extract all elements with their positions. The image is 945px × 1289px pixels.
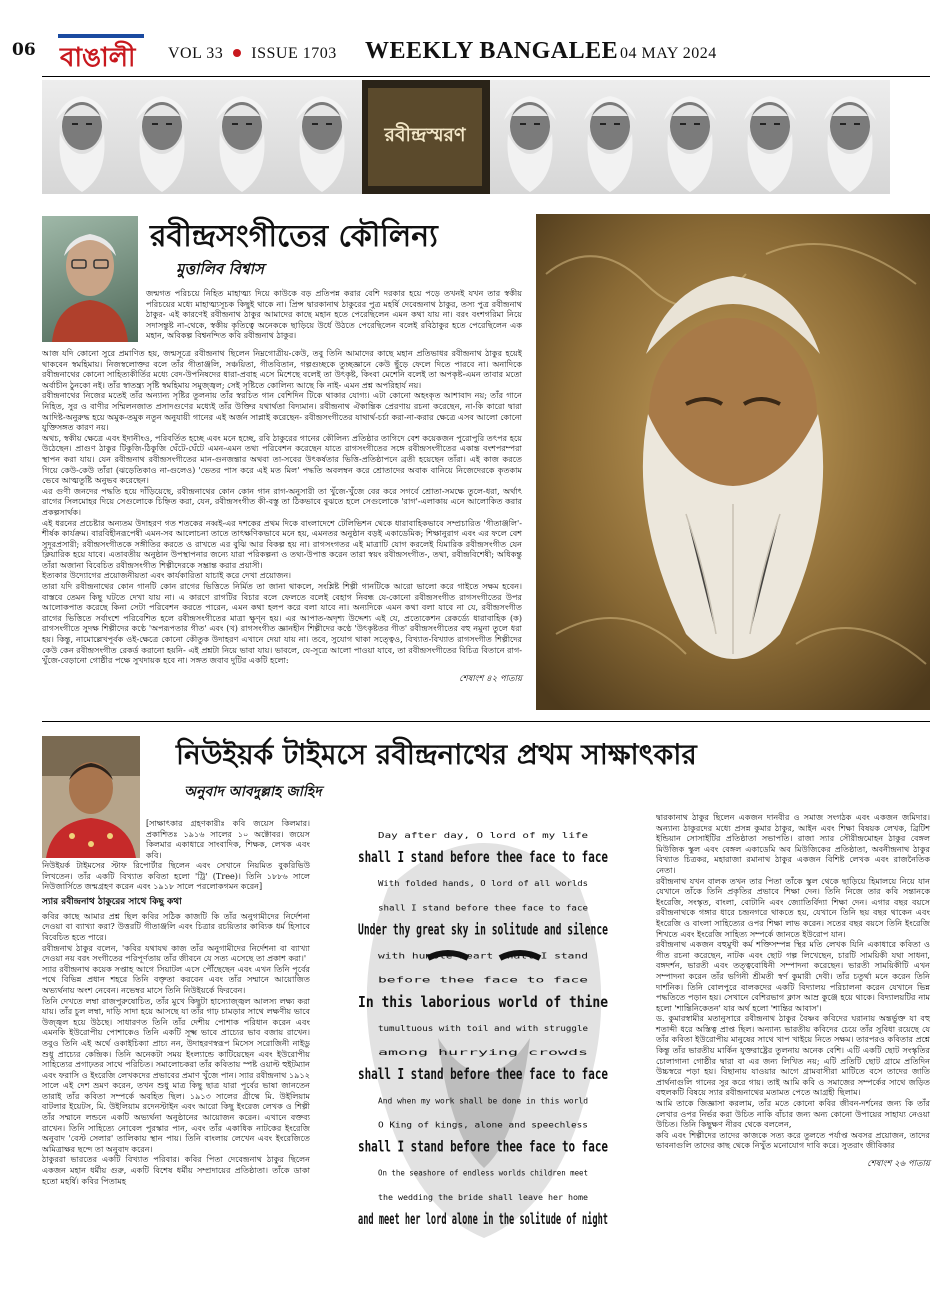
issue-info — [168, 45, 337, 63]
portrait-thumb — [122, 80, 202, 194]
paragraph: এর গুণী জনদের পদ্ধতি হয়ে দাঁড়িয়েছে, রবীন্দ্রনাথের কোন কোন গান রাগ-অনুসারী তা খুঁজে-খুঁজে বের করে সগর্বে শ্রোতা-সমক্ষে তুলে-ধরা, অর্থাৎ রাগের সিলমোহর দিয়ে সেগুলোকে চিহ্নিত করা, যেন, রবীন্দ্রসংগীত কী-বস্তু তা ঠিকভাবে বুঝতে হলে সেগুলোকে 'রাগ'-এলাকায় এনে আলোকিত করার প্রকল্পসার্থক। — [42, 485, 522, 517]
portrait-thumb — [730, 80, 810, 194]
portrait-thumb — [282, 80, 362, 194]
masthead: WEEKLY BANGALEE — [365, 38, 619, 64]
paragraph: কবি এবং শিল্পীদের তাদের কাজকে সত্য করে তুলতে পর্যাপ্ত অবসর প্রয়োজন, তাদের ভাবনাগুলি তাদের কাছ থেকে নিখুঁত মনোযোগ দাবি করে। সুতরাং জীবিকার — [656, 1129, 930, 1151]
issue: ISSUE 1703 — [251, 45, 337, 62]
article-intro: জন্মগত পরিচয়ে নিহিত মাহাত্ম্য দিয়ে কাউকে বড় প্রতিপন্ন করার বেশি দরকার হয়ে পড়ে তখনই যখন তার স্বকীয় পরিচয়ের মধ্যে মাহাত্ম্যসূচক কিছুই থাকে না। প্রিন্স দ্বারকানাথ ঠাকুরের পুত্র মহর্ষি দেবেন্দ্রনাথ ঠাকুর, তস্য পুত্র রবীন্দ্রনাথ ঠাকুর- এই কারণেই রবীন্দ্রনাথ ঠাকুর আমাদের কাছে মহান হতে পেরেছিলেন এমন কথা যায় না। বরং বংশগরিমা নিয়ে সদাসন্তুষ্ট না-থেকে, স্বকীয় কৃতিত্বে অনেককে ছাড়িয়ে উর্ধে উঠতে পেরেছিলেন বলেই রবিঠাকুর হতে পেরেছিলেন এক মহান, অবিকল্প বিশ্বনন্দিত কবি রবীন্দ্রনাথ ঠাকুর। — [146, 288, 522, 341]
paragraph: অথচ, স্বকীয় ক্ষেত্রে এবং ইদানীংও, পরিবর্তিত হচ্ছে এবং মনে হচ্ছে, রবি ঠাকুরের গানের কৌলিন্য প্রতিষ্ঠার তাগিদে বেশ কয়েকজন পুরোপুরি তৎপর হয়ে উঠেছেন। প্রাগুণ ঠাকুর টিকুজি-ঠিকুজি ঘেঁটে-ঘেঁটে এমন-এমন তথ্য পরিবেশন করেছেন যাতে রাগসংগীতের সঙ্গে রবীন্দ্রসংগীতের একান্ত বংশপরম্পরা স্থাপন করা যায়। যেন রবীন্দ্রনাথ রবীন্দ্রসংগীতের মান-গুনজন্তার অথবা তা-সবের উৎকর্ষতার ভিত্তি-প্রতিষ্ঠাপনে ব্রতী হয়েছেন তাঁরা। এই কাজ করতে গিয়ে কেউ-কেউ তাঁরা (ঝড়েতিকাও না-গুলেও) 'ভেতর পাস করে এই মত মিল' পদ্ধতি অবলম্বন করে শ্রোতাদের অবাক বানিয়ে নিজেদেরকে কৃতকাম ভেবে আত্মতুষ্টি অনুভব করেছেন। — [42, 432, 522, 486]
art-text-line: before thee face to face — [378, 975, 589, 985]
continued-note: শেষাংশ ২৬ পাতায় — [867, 1159, 930, 1169]
article-column-3 — [656, 812, 930, 1171]
paragraph: স্যার রবীন্দ্রনাথ কয়েক সপ্তাহ আগে সিয়াটল এসে পৌঁছেছেন এবং এখন তিনি পূর্বের পথে বিভিন্ন প্রধান শহরে তিনি বক্তৃতা করবেন এবং তাঁর সম্মানে আয়োজিত অভ্যর্থনায় অংশ নেবেন। নভেম্বর মাসে তিনি নিউইয়র্কে ফিরবেন। — [42, 963, 310, 995]
paragraph: নিউইয়র্ক টাইমসের স্টাফ রিপোর্টার ছিলেন এবং সেখানে নিয়মিত বুকরিভিউ লিখতেন। তাঁর একটি বিখ্যাত কবিতা হলো 'ট্রি' (Tree)। তিনি ১৮৮৬ সালে নিউজার্সিতে জন্মগ্রহণ করেন এবং ১৯১৮ সালে পরলোকগমন করেন] — [42, 860, 310, 892]
paragraph: ইত্যকার উদ্যোগের প্রয়োজনীয়তা এবং কার্যকারিতা যাচাই করে দেখা প্রয়োজন। — [42, 570, 292, 581]
continued-note: শেষাংশ ৪২ পাতায় — [459, 673, 522, 684]
paragraph: রবীন্দ্রনাথ ঠাকুর বলেন, 'কবির যথাযথ কাজ তাঁর অনুগামীদের নির্দেশনা বা ব্যাখ্যা দেওয়া নয় বরং সংগীতের পরিপূর্ণতায় তাঁর জীবনে যে সত্য এসেছে তা প্রকাশ করা।' — [42, 942, 310, 964]
section-rule — [42, 721, 930, 722]
portrait-thumb — [650, 80, 730, 194]
art-text-line: In this laborious world of thine — [358, 992, 608, 1011]
art-text-line: among hurrying crowds — [378, 1048, 589, 1058]
section-label-box — [362, 80, 490, 194]
author-photo — [42, 216, 138, 342]
paragraph: দ্বারকানাথ ঠাকুর ছিলেন একজন দানবীর ও সমাজ সংগঠক এবং একজন জমিদার। অন্যান্য ঠাকুরদের মধ্যে প্রসন্ন কুমার ঠাকুর, আইন এবং শিক্ষা বিষয়ক লেখক, ব্রিটিশ ইন্ডিয়ান সোসাইটির প্রতিষ্ঠাতা সভাপতি। রাজা স্যার সৌরীন্দ্রমোহন ঠাকুর বেঙ্গল মিউজিক স্কুল এবং বেঙ্গল একাডেমি অব মিউজিকের প্রতিষ্ঠাতা, অবনীন্দ্রনাথ ঠাকুর বিখ্যাত চিত্রকর, মহারাজা রমানাথ ঠাকুর একজন বিশিষ্ট লেখক এবং রাজনৈতিক নেতা। — [656, 812, 930, 875]
volume: VOL 33 — [168, 45, 224, 62]
art-text-line: And when my work shall be done in this world — [378, 1096, 589, 1106]
art-text-line: On the seashore of endless worlds children meet — [378, 1168, 589, 1178]
paragraph: কবির কাছে আমার প্রশ্ন ছিল কবির সঠিক কাজটি কি তাঁর অনুগামীদের নির্দেশনা দেওয়া বা ব্যাখ্যা করা? উত্তরটি গীতাঞ্জলি এবং চিত্রার রচয়িতার কাব্যিক ধর্ম হিসাবে বিবেচিত হতে পারে। — [42, 910, 310, 942]
art-text-line: Under thy great sky in solitude and silence — [358, 920, 608, 939]
portrait-thumb — [570, 80, 650, 194]
paragraph: এই ধরনের প্রচেষ্টার অন্যতম উদাহরণ গত শতকের নব্বই-এর দশকের প্রথম দিকে বাংলাদেশে টেলিভিশন থেকে ধারাবাহিকভাবে সম্প্রচারিত 'গীতাঞ্জলি'-শীর্ষক কার্যক্রম। বারবিহীনরূপেষী এমন-সব আলোচনা তাতে তাৎক্ষণিকভাবে মনে হয়, এমনতর অনুষ্ঠান বড়ই একাডেমিক; শিক্ষানুরাগ এবং এর ফলে বেশ সুদূরপ্রসারী; রবীন্দ্রসংগীতকে সঙ্গীতির করতে ও রাখতে এর বুঝি আর বিকল্প হয় না। রাগসংগতর এই মাত্রাটি যোগ করলেই যিমারিক রবীন্দ্রসংগীত যেন ক্লিয়ারিক হয়ে যাবে। এতাবতীয় অনুষ্ঠান উপস্থাপনার জন্যে যারা পরিকল্পনা ও তথ্য-উপাত্ত করেন তারা স্বয়ং রবীন্দ্রসংগীত-, তথা, রবীন্দ্রবিশেষী; অধিকন্তু তাঁরা অজানা বিবেচিত রবীন্দ্রসংগীত শিল্পীদেরকে সম্ভ্রান্ত করার প্রয়াসী। — [42, 517, 522, 570]
paragraph: রবীন্দ্রনাথের নিজের মতেই তাঁর অন্যান্য সৃষ্টির তুলনায় তাঁর স্বরচিত গান বেশিদিন টিকে থাকার যোগ্য। এটা কোনো অহংকৃত আশাবাদ নয়; তাঁর গানে নিহিত, সুর ও বাণীর সম্মিলনজাত প্রসাদগুণের মধ্যেই তাঁর উক্তির যথার্থতা বিদ্যমান। রবীন্দ্রনাথ ঐকান্তিক প্রেরণায় রচনা করেছেন, না-কি কারো দ্বারা আদিষ্ট-অনুরুদ্ধ হয়ে অমুক-তমুক নতুন অনুযায়ী গানের এই অর্জন সাপ্লাই করেছেন- রবীন্দ্রসংগীতের যাথার্থ-চর্চা করা-না-করার ক্ষেত্রে এসব আলো কোনো যুক্তিসঙ্গত কারণ নয়। — [42, 390, 522, 433]
paragraph: রবীন্দ্রনাথ একজন বহুমুখী কর্ম শক্তিসম্পন্ন স্থির মতি লেখক যিনি একাধারে কবিতা ও গীত রচনা করেছেন, নাটক এবং ছোট গল্প লিখেছেন, চারটি সাময়িকী যথা সাধনা, বঙ্গদর্শন, ভারতী এবং তত্ত্ববোধিনী সম্পাদনা করেছেন। ভারতী সাময়িকীটি এখন সম্পাদনা করেন তাঁর ভগিনী শ্রীমতী স্বর্ণ কুমারী দেবী। তাঁর চতুর্থা মনে করেন তিনি দার্শনিক। তিনি বোলপুরে বালকদের একটি বিদ্যালয় পরিচালনা করেন যেখানে ভিন্ন পদ্ধতিতে পড়ান হয়। সেখানে বেশিরভাগ ক্লাস আম্র কুঞ্জে হয়ে থাকে। বিদ্যালয়টির নাম হলো 'শান্তিনিকেতন' যার অর্থ হলো 'শান্তির আবাস'। — [656, 939, 930, 1013]
paragraph: ড. কুমারস্বামীর মতানুসারে রবীন্দ্রনাথ ঠাকুর বৈষ্ণব কবিদের ঘরানায় অন্তর্ভুক্ত যা বহু শতাব্দী ধরে অস্তিত্ব প্রাপ্ত ছিল। অন্যান্য ভারতীয় কবিদের চেয়ে তাঁর সুবিধা রয়েছে যে তাঁর কবিতা ইউরোপীয় মানুষের সাথে খাপ খাইয়ে নিতে সক্ষম। তারপরও কবিতার প্রশ্নে কিন্তু তাঁর ভারতীয় মার্কিন যুক্তরাষ্ট্রের তুলনায় অনেক বেশি। এটি একটি ছোট সংস্কৃতির চোলাগানা গোষ্ঠীর দ্বারা বা এর জন্য লিখিত নয়; এটি প্রতিটি ছোট গ্রামে প্রতিদিন উচ্চস্বরে পড়া হয়। বিছানায় যাওয়ার আগে গ্রামবাসীরা মাটিতে বসে তাদের জাতি প্রার্থনাগুলি গানের সুর করে গায়। তাই আমি কবি ও সমাজের সম্পর্কের সাথে জড়িত বহুলকটি বিষয়ে স্যার রবীন্দ্রনাথের মতামত পেতে আগ্রহী ছিলাম। — [656, 1013, 930, 1098]
art-text-line: shall I stand before thee face to face — [358, 1065, 608, 1084]
section-label: রবীন্দ্রস্মরণ — [384, 124, 466, 146]
section-banner — [42, 80, 930, 194]
portrait-thumb — [490, 80, 570, 194]
art-text-line: tumultuous with toil and with struggle — [378, 1023, 589, 1033]
separator-dot — [233, 49, 241, 57]
page-header — [0, 0, 945, 78]
portrait-thumb — [810, 80, 890, 194]
paragraph: ঠাকুররা ভারতের একটি বিখ্যাত পরিবার। কবির পিতা দেবেন্দ্রনাথ ঠাকুর ছিলেন একজন মহান ধর্মীয় গুরু, একটি বিশেষ ধর্মীয় সম্প্রদায়ের প্রতিষ্ঠাতা। তাঁকে ডাকা হতো মহর্ষি। কবির পিতামহ — [42, 1154, 310, 1186]
tagore-painting — [536, 214, 930, 710]
art-text-line: Day after day, O lord of my life — [378, 831, 589, 840]
interview-intro: [সাক্ষাৎকার গ্রহণকারীঃ কবি জয়েস কিলমার। প্রকাশিতঃ ১৯১৬ সালের ১০ অক্টোবর। জয়েস কিলমার একাধারে সাংবাদিক, শিক্ষক, লেখক এবং কবি। — [146, 818, 310, 860]
article-title: নিউইয়র্ক টাইমসে রবীন্দ্রনাথের প্রথম সাক্ষাৎকার — [176, 738, 697, 771]
paragraph: আমি তাকে জিজ্ঞাসা করলাম, তাঁর মতে কোনো কবির জীবন-দর্শনের জন্য কি তাঁর লেখার ওপর নির্ভর করা উচিত নাকি বাঁচার জন্য অন্য কোনো উপায়ের সাহায্য নেওয়া উচিত। তিনি কিছুক্ষণ নীরব থেকে বললেন, — [656, 1098, 930, 1130]
paragraph: তারা যদি রবীন্দ্রনাথের কোন গানটি কোন রাগের ভিত্তিতে নির্মিত তা জানা থাকলে, সংশ্লিষ্ট শিল্পী গানটিকে আরো ভালো করে গাইতে সক্ষম হবেন। বাস্তবে তেমন কিছু ঘটতে দেখা যায় না। এ কারণে রাগটির বিচার বলে ফেলতে বলেই বেহাগ নিবন্ধ যে-কোনো রবীন্দ্রসংগীত রাগসংগীতের উপর আলোকপাত করেছে কিনা সেটা পরিবেশন করতে পারেন, এমন কথা হলপ করে বলা যাবে না। অন্যদিকে এমন কথা বলা যাবে না যে, রবীন্দ্রসংগীত রাগের ভিত্তিতে সর্বাংশে পরিবেশিত হলে রবীন্দ্রসংগীতের মাত্রা ক্ষুণ্ন হয়। এর আপাত-অদৃশ্য উদ্দেশ্য এই যে, প্রত্যেকেশন রেকর্ড্যে ধারাবাহিক (ক) রাগসংগীতে সুদক্ষ শিল্পীদের কণ্ঠে 'অপরূপতার গীত' এবং (খ) রাগসংগীত জ্ঞানহীন শিল্পীদের কণ্ঠে 'উৎকৃষ্টতর গীত' রবীন্দ্রসংগীতের বহু নমুনা তুলে ধরা হয়। কিন্তু, নামোল্লেখপূর্বক ওই-ক্ষেত্রে কোনো কৌতুক উদাহরণ এখানে দেয়া যায় না। তবে, সুযোগ থাকা সত্ত্বেও, বিখ্যাত-বিখ্যাত রাগসংগীত শিল্পীদের কেউ কেন রবীন্দ্রসংগীত রেকর্ড করানো হয়নি- এই প্রশ্নটা নিয়ে ভাবা যায়। ভাবলে, যে-সূত্রে আলো পাওয়া যাবে, তা রবীন্দ্রসংগীতের বিচিত্র বিতানে রাগ-খুঁজে-বেড়ানো গোষ্ঠীর পক্ষে সুখদায়ক হবে না। সঙ্গত জবাব দুটির একটি হলো: — [42, 581, 522, 666]
art-text-line: O King of kings, alone and speechless — [378, 1120, 589, 1130]
article-author: মুত্তালিব বিশ্বাস — [176, 260, 264, 278]
issue-date: 04 MAY 2024 — [620, 45, 717, 62]
typographic-portrait — [318, 808, 650, 1248]
art-text-line: and meet her lord alone in the solitude of night — [358, 1209, 608, 1228]
article-author: অনুবাদ আবদুল্লাহ জাহিদ — [184, 784, 322, 800]
page-number: 06 — [12, 40, 36, 60]
art-text-line: shall I stand before thee face to face — [358, 848, 608, 867]
art-text-line: the wedding the bride shall leave her home — [378, 1192, 589, 1202]
article-body — [42, 348, 522, 686]
portrait-thumb — [42, 80, 122, 194]
logo-mark — [52, 30, 150, 74]
art-text-line: shall I stand before thee face to face — [378, 903, 589, 913]
logo-text: বাঙালী — [60, 43, 136, 73]
art-text-line: with humble heart shall I stand — [378, 951, 589, 961]
art-text-line: shall I stand before thee face to face — [358, 1137, 608, 1156]
publication-logo — [52, 30, 150, 74]
subheading: স্যার রবীন্দ্রনাথ ঠাকুরের সাথে কিছু কথা — [42, 896, 182, 907]
paragraph: রবীন্দ্রনাথ যখন বালক তখন তার পিতা তাঁকে স্কুল থেকে ছাড়িয়ে হিমালয়ে নিয়ে যান যেখানে তাঁকে তিনি প্রকৃতির প্রভাবে শিক্ষা দেন। তিনি নিজে তার কবি সন্তানকে ইংরেজি, সংস্কৃত, বাংলা, বোটানি এবং জ্যোতির্বিদ্যা শিক্ষা দেন। এগার বছর বয়সে রবীন্দ্রনাথকে গঙ্গার ধারে চন্দ্রনগরে থাকতে হয়, যেখানে তিনি ছয় বছর থাকেন এবং ইংরেজি ও বাংলা সাহিত্যের ওপর শিক্ষা লাভ করেন। সতের বছর বয়সে তিনি ইংরেজি শিখতে এবং ইংরেজি সাহিত্য সম্পর্কে জানতে ইউরোপ যান। — [656, 875, 930, 939]
paragraph: তিনি দেখতে লম্বা রাজপুরুষোচিত, তাঁর মুখে কিছুটা হাস্যোজ্জ্বল আলস্য লক্ষ্য করা যায়। তাঁর চুল লম্বা, দাড়ি সাদা হয়ে আসছে যা তাঁর গাঢ় চামড়ার সাথে লক্ষণীয় ভাবে উজ্জ্বল হয়ে উঠছে। সাধারণত তিনি তাঁর দেশীয় পোশাক পরিধান করেন এবং এমনকি ইউরোপীয় পোশাকেও তিনি একটি সূক্ষ্ম ভাবে প্রাচ্যের ভাব বজায় রাখেন। তবুও তিনি এই অর্থে ওকাইচিক্যা প্রাচ্য নন, উদাহরণস্বরূপ মিসেস সরোজিনী নাইডু শুধু প্রাচ্যের কেন্দ্রিক। তিনি অনেকটা সময় ইংল্যান্ডে কাটিয়েছেন এবং ইউরোপীয় সাহিত্যের প্রগাঢ়তর সাথে পরিচিত। সমালোচকরা তাঁর কবিতায় স্পষ্ট ওয়াল্ট হুইটম্যান এবং ফরাসি ও ইংরেজি লেখকদের প্রভাবের প্রমাণ খুঁজে পান। স্যার রবীন্দ্রনাথ ১৯১২ সালে এই দেশ ভ্রমণ করেন, তখন শুধু মাত্র কিছু ছাত্র যারা পূর্বের ভাষা জানতেন তারাই তাঁর কবিতা সম্পর্কে অবহিত ছিল। ১৯১৩ সালের গ্রীষ্মে মি. উইলিয়াম বাটলার ইয়েটস, মি. উইলিয়াম রদেনস্টাইন এবং আরো কিছু ইংরেজ লেখক ও শিল্পী তাঁর সম্মানে লন্ডনে একটি অভ্যর্থনা অনুষ্ঠানের আয়োজন করেন। এখানে বক্তব্য রাখেন। তিনি সাহিত্যে নোবেল পুরস্কার পান, এবং তাঁর একাধিক নাটকের ইংরেজি অনুবাদ 'বেস্ট সেলার' তালিকায় স্থান পায়। তিনি বাংলায় লেখেন এবং ইংরেজিতে অমিত্রাক্ষর ছন্দে তা অনুবাদ করেন। — [42, 995, 310, 1154]
portrait-thumb — [202, 80, 282, 194]
art-text-line: With folded hands, O lord of all worlds — [378, 879, 589, 889]
article-column-1 — [42, 860, 310, 1186]
article-title: রবীন্দ্রসংগীতের কৌলিন্য — [150, 219, 438, 254]
paragraph: আজ যদি কোনো সুরে প্রমাণিত হয়, জন্মসূত্রে রবীন্দ্রনাথ ছিলেন নিম্নগোত্রীয়-কেউ, তবু তিনি আমাদের কাছে মহান প্রতিভাধর রবীন্দ্রনাথ ঠাকুর হয়েই থাকবেন স্বমহিমায়। নিজস্বলোক্তর বলে তাঁর গীতাঞ্জলি, সঞ্চয়িতা, গীতবিতান, গল্পগুচ্ছকে তুচ্ছজ্ঞানে কেউ ছুঁড়ে ফেলে দিতে পারবে না। অনাদিকে রবীন্দ্রনাথের কোনো সাহিত্যকীর্তির মধ্যে বেদ-উপনিষদের ধারা-প্রবাহ এসে মিশেছে বলেই তা উৎকৃষ্ট, কিংবা মেশেনি বলেই তা অপকৃষ্ট-এমন তাবার মতো অর্বাচীন ঠুনকো নই। তাঁর স্বাতন্ত্র্য সৃষ্টি স্বমহিমায় সমুজ্জ্বল; সেই সৃষ্টিতে কোলিন্য আছে কি নাই- এমন প্রশ্ন অপরিহার্য নয়। — [42, 348, 522, 390]
header-rule — [42, 76, 930, 77]
translator-photo — [42, 736, 140, 858]
